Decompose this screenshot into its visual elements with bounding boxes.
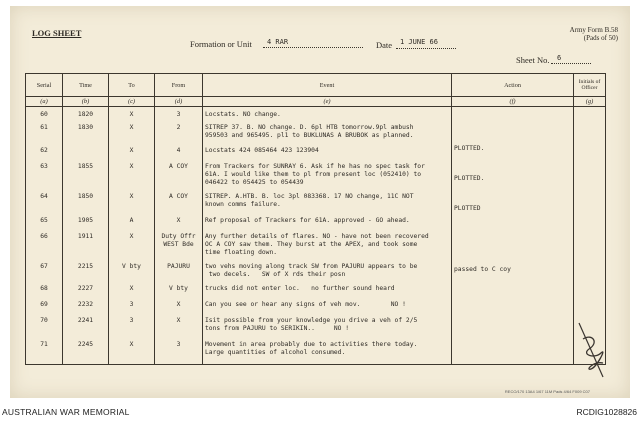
to-cell: X	[109, 189, 155, 213]
date-value: 1 JUNE 66	[400, 38, 438, 46]
from-cell: X	[155, 297, 203, 313]
date-underline	[396, 48, 456, 49]
army-form-number: Army Form B.58	[569, 26, 618, 34]
initials-cell	[574, 337, 606, 359]
time-cell: 2232	[63, 297, 109, 313]
table-row	[26, 337, 606, 359]
event-cell: From Trackers for SUNRAY 6. Ask if he has no spec task for 61A. I would like them to pl from present loc (052410) to 046422 to 054425 to 054439	[203, 159, 452, 189]
header-initials: Initials of Officer	[574, 74, 606, 97]
to-cell: 3	[109, 297, 155, 313]
filler-cell	[26, 359, 63, 365]
filler-cell	[452, 359, 574, 365]
action-cell: passed to C coy	[452, 259, 574, 281]
to-cell: X	[109, 107, 155, 120]
sheet-label: Sheet No.	[516, 55, 550, 65]
letter-g: (g)	[574, 97, 606, 107]
initials-cell	[574, 159, 606, 189]
filler-cell	[63, 359, 109, 365]
footer-id: RCDIG1028826	[576, 407, 637, 417]
table-row	[26, 143, 606, 159]
event-cell: Isit possible from your knowledge you drive a veh of 2/5 tons from PAJURU to SERIKIN.. NO !	[203, 313, 452, 337]
time-cell: 2227	[63, 281, 109, 297]
log-sheet-title: LOG SHEET	[32, 28, 82, 38]
from-cell: V bty	[155, 281, 203, 297]
event-cell: Ref proposal of Trackers for 61A. approved - GO ahead.	[203, 213, 452, 229]
time-cell: 1911	[63, 229, 109, 259]
letter-c: (c)	[109, 97, 155, 107]
initials-cell	[574, 297, 606, 313]
serial-cell: 65	[26, 213, 63, 229]
action-cell	[452, 213, 574, 229]
to-cell: X	[109, 143, 155, 159]
serial-cell: 64	[26, 189, 63, 213]
serial-cell: 60	[26, 107, 63, 120]
action-cell	[452, 229, 574, 259]
to-cell: X	[109, 159, 155, 189]
action-cell: PLOTTED.	[452, 143, 574, 159]
serial-cell: 70	[26, 313, 63, 337]
serial-cell: 63	[26, 159, 63, 189]
army-form-label	[570, 26, 618, 42]
event-cell: SITREP 37. B. NO change. D. 6pl HTB tomorrow.9pl ambush 959503 and 965495. pl1 to BUKLUNAS A BRUBOK as planned.	[203, 120, 452, 143]
to-cell: X	[109, 281, 155, 297]
initials-cell	[574, 189, 606, 213]
filler-cell	[203, 359, 452, 365]
serial-cell: 62	[26, 143, 63, 159]
header-time: Time	[63, 74, 109, 97]
initials-cell	[574, 281, 606, 297]
table-row	[26, 213, 606, 229]
sheet-value: 6	[557, 54, 562, 62]
header-serial: Serial	[26, 74, 63, 97]
serial-cell: 67	[26, 259, 63, 281]
initials-cell	[574, 229, 606, 259]
time-cell: 1820	[63, 107, 109, 120]
event-cell: SITREP. A.HTB. B. loc 3pl 083368. 17 NO change, 11C NOT known comms failure.	[203, 189, 452, 213]
action-cell	[452, 120, 574, 143]
table-row	[26, 159, 606, 189]
from-cell: A COY	[155, 159, 203, 189]
action-cell: PLOTTED	[452, 189, 574, 213]
serial-cell: 71	[26, 337, 63, 359]
printer-imprint: RECO/170 13A4 1/67 11M Pads 4/64 F009 C07	[504, 389, 590, 394]
table-header-row	[26, 74, 606, 97]
filler-cell	[109, 359, 155, 365]
sheet-underline	[551, 63, 591, 64]
column-letter-row	[26, 97, 606, 107]
event-cell: Can you see or hear any signs of veh mov. NO !	[203, 297, 452, 313]
table-row	[26, 259, 606, 281]
initials-cell	[574, 259, 606, 281]
footer-source: AUSTRALIAN WAR MEMORIAL	[2, 407, 130, 417]
letter-d: (d)	[155, 97, 203, 107]
table-row	[26, 120, 606, 143]
time-cell: 1905	[63, 213, 109, 229]
from-cell: 2	[155, 120, 203, 143]
initials-cell	[574, 120, 606, 143]
to-cell: X	[109, 337, 155, 359]
filler-cell	[155, 359, 203, 365]
initials-cell	[574, 213, 606, 229]
initials-cell	[574, 313, 606, 337]
event-cell: trucks did not enter loc. no further sound heard	[203, 281, 452, 297]
event-cell: Locstats. NO change.	[203, 107, 452, 120]
from-cell: 4	[155, 143, 203, 159]
from-cell: X	[155, 313, 203, 337]
time-cell: 2241	[63, 313, 109, 337]
time-cell: 2245	[63, 337, 109, 359]
from-cell: 3	[155, 337, 203, 359]
table-row	[26, 107, 606, 120]
time-cell: 2215	[63, 259, 109, 281]
log-table	[25, 73, 606, 365]
table-row	[26, 229, 606, 259]
event-cell: Locstats 424 085464 423 123904	[203, 143, 452, 159]
from-cell: PAJURU	[155, 259, 203, 281]
table-row	[26, 297, 606, 313]
table-row	[26, 313, 606, 337]
from-cell: X	[155, 213, 203, 229]
serial-cell: 69	[26, 297, 63, 313]
to-cell: X	[109, 120, 155, 143]
letter-b: (b)	[63, 97, 109, 107]
filler-cell	[574, 359, 606, 365]
from-cell: 3	[155, 107, 203, 120]
event-cell: two vehs moving along track SW from PAJURU appears to be two decels. SW of X rds their posn	[203, 259, 452, 281]
time-cell	[63, 143, 109, 159]
initials-cell	[574, 107, 606, 120]
initials-cell	[574, 143, 606, 159]
to-cell: V bty	[109, 259, 155, 281]
formation-label: Formation or Unit	[190, 39, 252, 49]
time-cell: 1830	[63, 120, 109, 143]
from-cell: A COY	[155, 189, 203, 213]
time-cell: 1855	[63, 159, 109, 189]
table-filler-row	[26, 359, 606, 365]
event-cell: Movement in area probably due to activities there today. Large quantities of alcohol consumed.	[203, 337, 452, 359]
action-cell	[452, 297, 574, 313]
action-cell: PLOTTED.	[452, 159, 574, 189]
table-row	[26, 189, 606, 213]
army-form-pads: (Pads of 50)	[583, 34, 618, 42]
table-row	[26, 281, 606, 297]
action-cell	[452, 313, 574, 337]
formation-underline	[263, 47, 363, 48]
letter-f: (f)	[452, 97, 574, 107]
date-label: Date	[376, 40, 393, 50]
to-cell: A	[109, 213, 155, 229]
time-cell: 1850	[63, 189, 109, 213]
to-cell: X	[109, 229, 155, 259]
action-cell	[452, 107, 574, 120]
from-cell: Duty Offr WEST Bde	[155, 229, 203, 259]
serial-cell: 66	[26, 229, 63, 259]
action-cell	[452, 337, 574, 359]
action-cell	[452, 281, 574, 297]
header-to: To	[109, 74, 155, 97]
serial-cell: 68	[26, 281, 63, 297]
serial-cell: 61	[26, 120, 63, 143]
to-cell: 3	[109, 313, 155, 337]
event-cell: Any further details of flares. NO - have not been recovered OC A COY saw them. They burst at the APEX, and took some time floating down.	[203, 229, 452, 259]
header-action: Action	[452, 74, 574, 97]
letter-e: (e)	[203, 97, 452, 107]
letter-a: (a)	[26, 97, 63, 107]
formation-value: 4 RAR	[267, 38, 289, 46]
header-event: Event	[203, 74, 452, 97]
header-from: From	[155, 74, 203, 97]
